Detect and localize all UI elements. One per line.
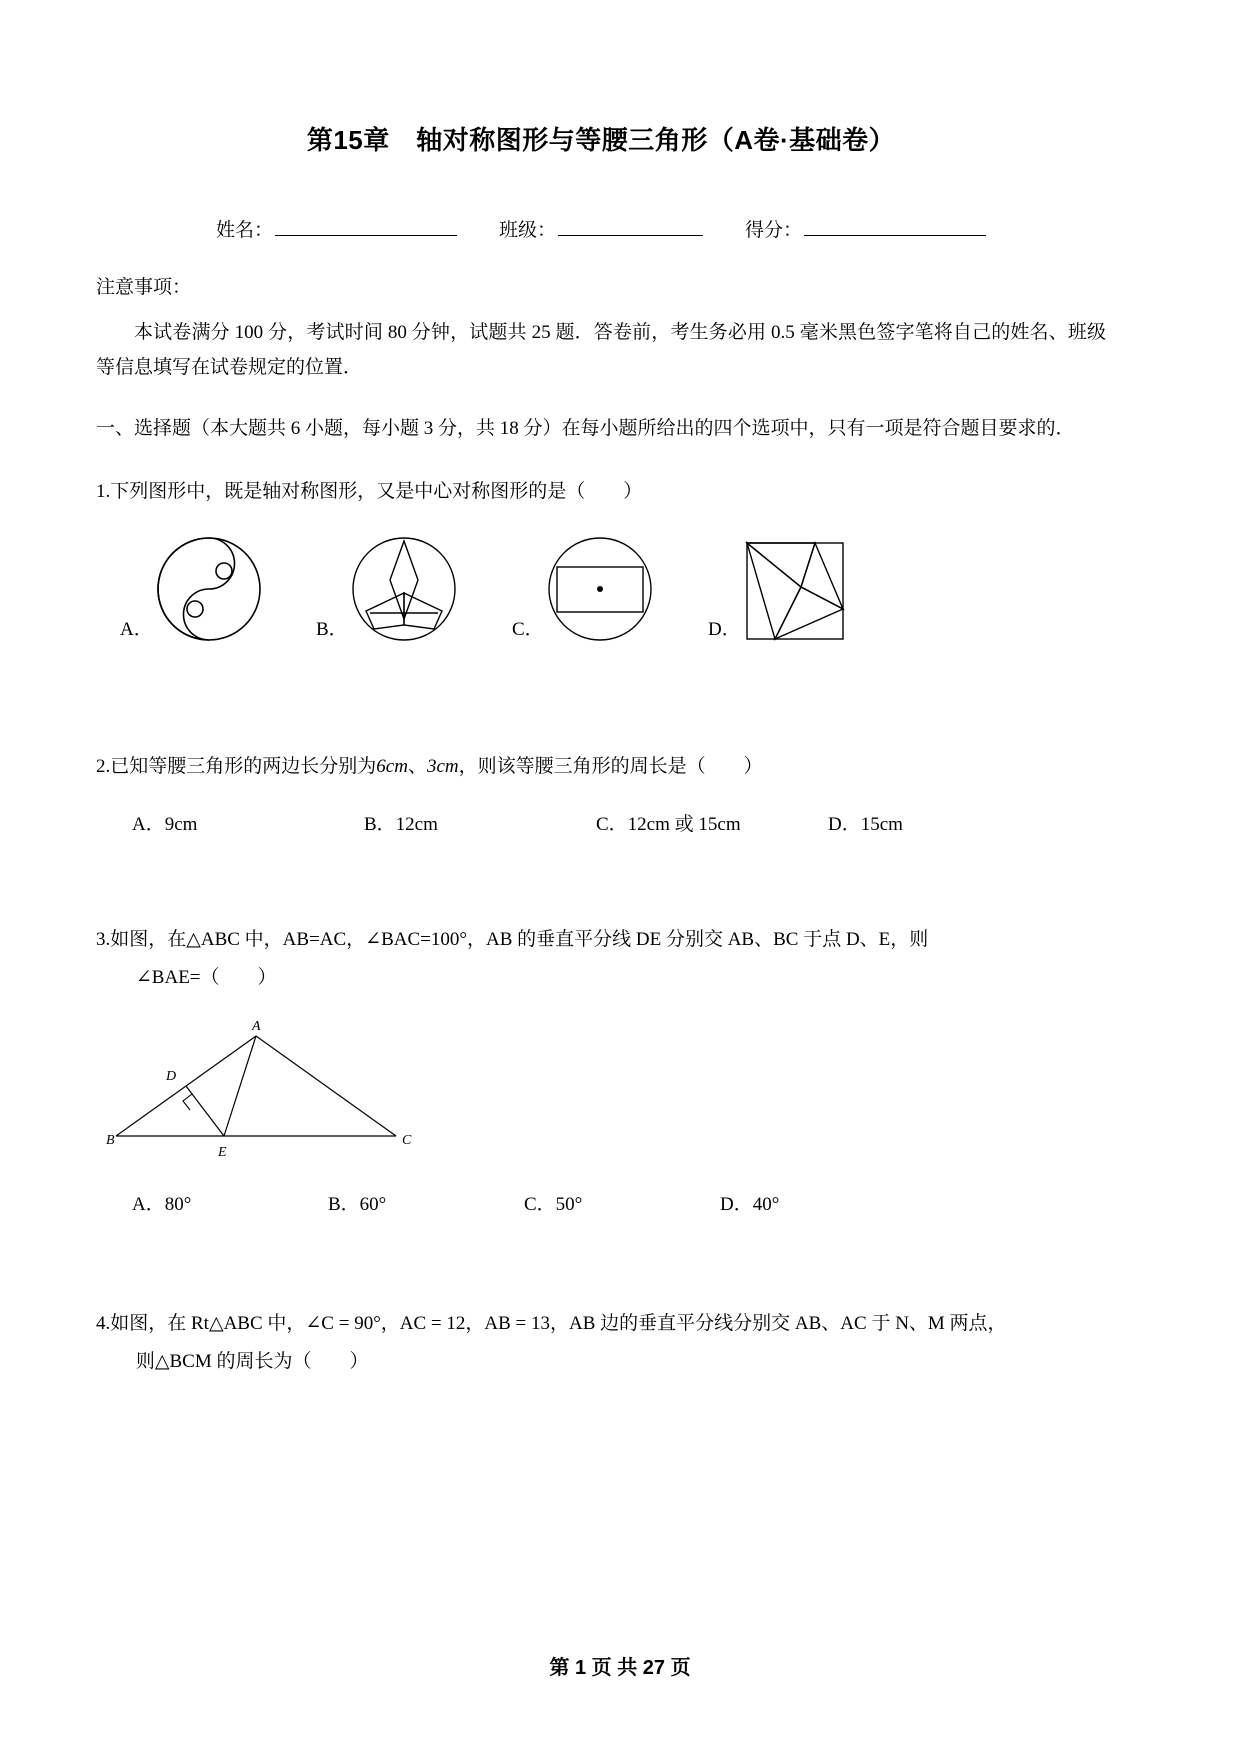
question-3-option-d[interactable]: D．40° [720, 1193, 780, 1215]
question-2-text-3: ，则该等腰三角形的周长是（ ） [458, 755, 763, 777]
question-2-value-2: 3cm [426, 755, 459, 777]
question-2-text-2: 、 [407, 755, 427, 777]
question-3-option-a[interactable]: A．80° [132, 1193, 192, 1215]
name-blank[interactable] [275, 234, 457, 236]
figure-cell-c [512, 533, 708, 645]
name-field[interactable] [216, 215, 457, 242]
question-2-text-1: 2.已知等腰三角形的两边长分别为 [96, 755, 377, 777]
question-2-option-d[interactable]: D．15cm [828, 813, 903, 835]
section-heading: 一、选择题（本大题共 6 小题，每小题 3 分，共 18 分）在每小题所给出的四个选项中，只有一项是符合题目要求的． [96, 418, 1075, 440]
page-footer: 第 1 页 共 27 页 [549, 1657, 691, 1679]
notice-body: 本试卷满分 100 分，考试时间 80 分钟，试题共 25 题．答卷前，考生务必用 0.5 毫米黑色签字笔将自己的姓名、班级等信息填写在试卷规定的位置． [96, 322, 1106, 379]
triangles-in-circle-icon [348, 533, 460, 645]
svg-text:B: B [106, 1132, 115, 1148]
question-2-option-b[interactable]: B．12cm [364, 813, 438, 835]
question-1-figures [96, 525, 1106, 645]
figure-cell-a [120, 533, 316, 645]
question-3-options [96, 1189, 1106, 1216]
question-4-stem-line-1: 4.如图，在 Rt△ABC 中，∠C = 90°，AC = 12，AB = 13，AB 边的垂直平分线分别交 AB、AC 于 N、M 两点， [96, 1312, 1007, 1334]
yin-yang-circle-icon [153, 533, 265, 645]
class-blank[interactable] [558, 234, 703, 236]
question-2-options [96, 809, 1106, 836]
question-3-stem-line-2: ∠BAE=（ ） [135, 966, 277, 988]
figure-cell-b [316, 533, 512, 645]
page-content [96, 0, 1106, 1380]
question-2-stem [96, 749, 1106, 785]
class-label: 班级： [498, 220, 556, 241]
score-field[interactable] [745, 215, 986, 242]
question-2-option-a[interactable]: A．9cm [132, 813, 198, 835]
question-3-option-c[interactable]: C．50° [524, 1193, 583, 1215]
svg-text:C: C [402, 1132, 412, 1148]
identity-line [96, 215, 1106, 242]
name-label: 姓名： [215, 220, 273, 241]
question-2-option-c[interactable]: C．12cm 或 15cm [596, 813, 741, 835]
question-1-stem: 1.下列图形中，既是轴对称图形，又是中心对称图形的是（ ） [96, 481, 643, 503]
pinwheel-square-icon [741, 537, 849, 645]
score-label: 得分： [745, 220, 803, 241]
score-blank[interactable] [804, 234, 986, 236]
page-title: 第15章 轴对称图形与等腰三角形（A卷·基础卷） [306, 125, 896, 155]
figure-label-d: D． [708, 618, 741, 640]
question-3-figure [96, 1018, 1106, 1163]
figure-label-b: B． [316, 618, 348, 640]
question-3-stem-line-1: 3.如图，在△ABC 中，AB=AC，∠BAC=100°，AB 的垂直平分线 DE 分别交 AB、BC 于点 D、E，则 [96, 928, 929, 950]
class-field[interactable] [499, 215, 703, 242]
question-2-value-1: 6cm [376, 755, 408, 777]
figure-cell-d [708, 537, 904, 645]
rectangle-in-circle-icon [544, 533, 656, 645]
figure-label-c: C． [512, 618, 544, 640]
svg-text:A: A [252, 1018, 261, 1034]
figure-label-a: A． [120, 618, 153, 640]
notice-heading: 注意事项： [96, 277, 192, 298]
svg-text:D: D [166, 1068, 177, 1084]
triangle-abc-with-perpendicular-bisector-icon [106, 1018, 436, 1158]
question-4-stem-line-2: 则△BCM 的周长为（ ） [135, 1350, 369, 1372]
question-3-option-b[interactable]: B．60° [328, 1193, 387, 1215]
svg-text:E: E [218, 1144, 227, 1158]
